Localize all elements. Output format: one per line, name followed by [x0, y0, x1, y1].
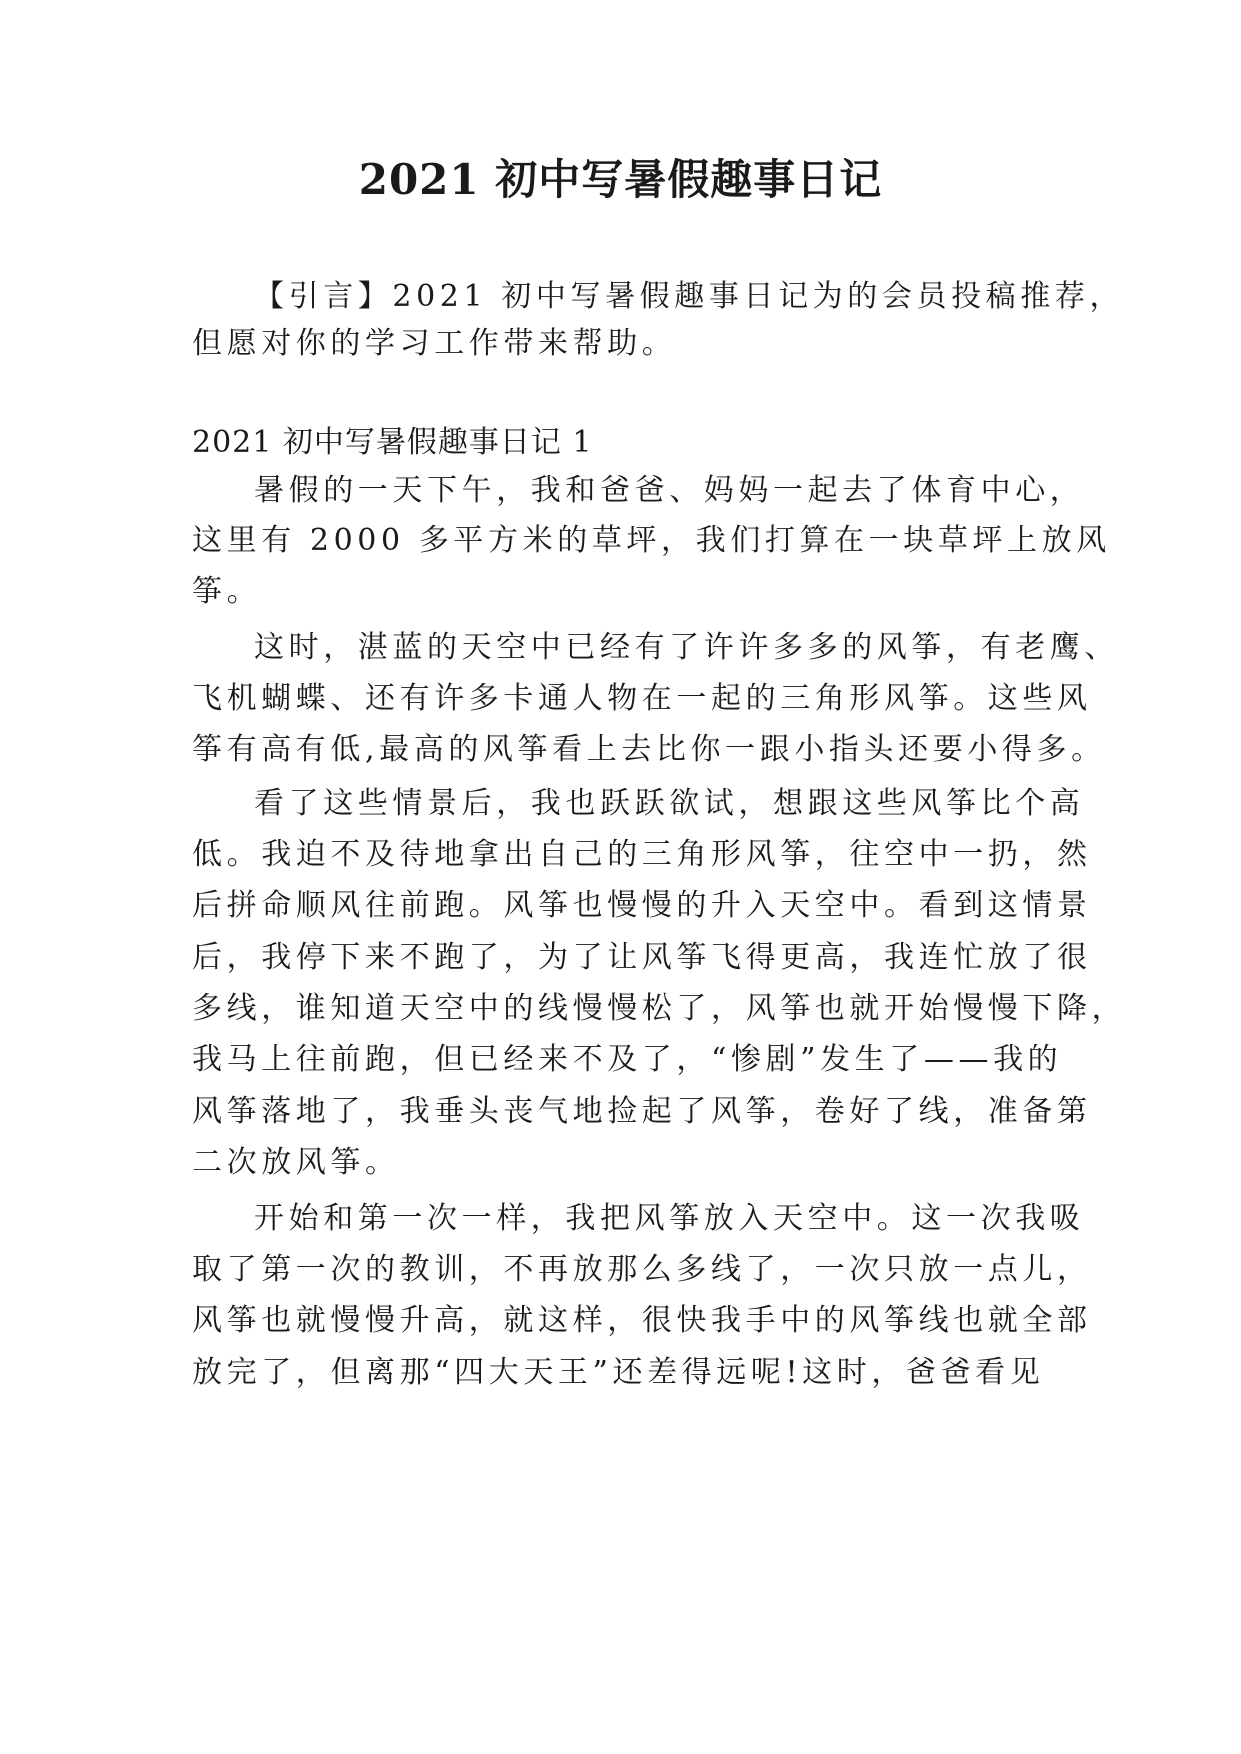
body-line: 这里有 2000 多平方米的草坪，我们打算在一块草坪上放风 — [192, 523, 1111, 558]
body-line: 风筝落地了，我垂头丧气地捡起了风筝，卷好了线，准备第 — [192, 1094, 1092, 1129]
body-line: 风筝也就慢慢升高，就这样，很快我手中的风筝线也就全部 — [192, 1303, 1092, 1338]
body-line: 多线，谁知道天空中的线慢慢松了，风筝也就开始慢慢下降， — [192, 991, 1127, 1026]
body-line: 暑假的一天下午，我和爸爸、妈妈一起去了体育中心， — [254, 473, 1085, 508]
document-title: 2021 初中写暑假趣事日记 — [358, 155, 883, 204]
body-line: 我马上往前跑，但已经来不及了，“惨剧”发生了——我的 — [192, 1042, 1063, 1077]
body-line: 低。我迫不及待地拿出自己的三角形风筝，往空中一扔，然 — [192, 837, 1092, 872]
body-line: 放完了，但离那“四大天王”还差得远呢!这时，爸爸看见 — [192, 1355, 1045, 1390]
body-line: 取了第一次的教训，不再放那么多线了，一次只放一点儿， — [192, 1252, 1092, 1287]
body-line: 飞机蝴蝶、还有许多卡通人物在一起的三角形风筝。这些风 — [192, 681, 1092, 716]
body-line: 筝有高有低,最高的风筝看上去比你一跟小指头还要小得多。 — [192, 732, 1106, 767]
intro-line: 但愿对你的学习工作带来帮助。 — [192, 326, 677, 361]
body-line: 二次放风筝。 — [192, 1145, 400, 1180]
body-line: 开始和第一次一样，我把风筝放入天空中。这一次我吸 — [254, 1201, 1085, 1236]
body-line: 后拼命顺风往前跑。风筝也慢慢的升入天空中。看到这情景 — [192, 888, 1092, 923]
body-line: 筝。 — [192, 574, 262, 609]
body-line: 后，我停下来不跑了，为了让风筝飞得更高，我连忙放了很 — [192, 940, 1092, 975]
intro-line: 【引言】2021 初中写暑假趣事日记为的会员投稿推荐， — [254, 279, 1125, 314]
body-line: 这时，湛蓝的天空中已经有了许许多多的风筝，有老鹰、 — [254, 630, 1119, 665]
body-line: 看了这些情景后，我也跃跃欲试，想跟这些风筝比个高 — [254, 786, 1085, 821]
section-title: 2021 初中写暑假趣事日记 1 — [192, 425, 593, 460]
